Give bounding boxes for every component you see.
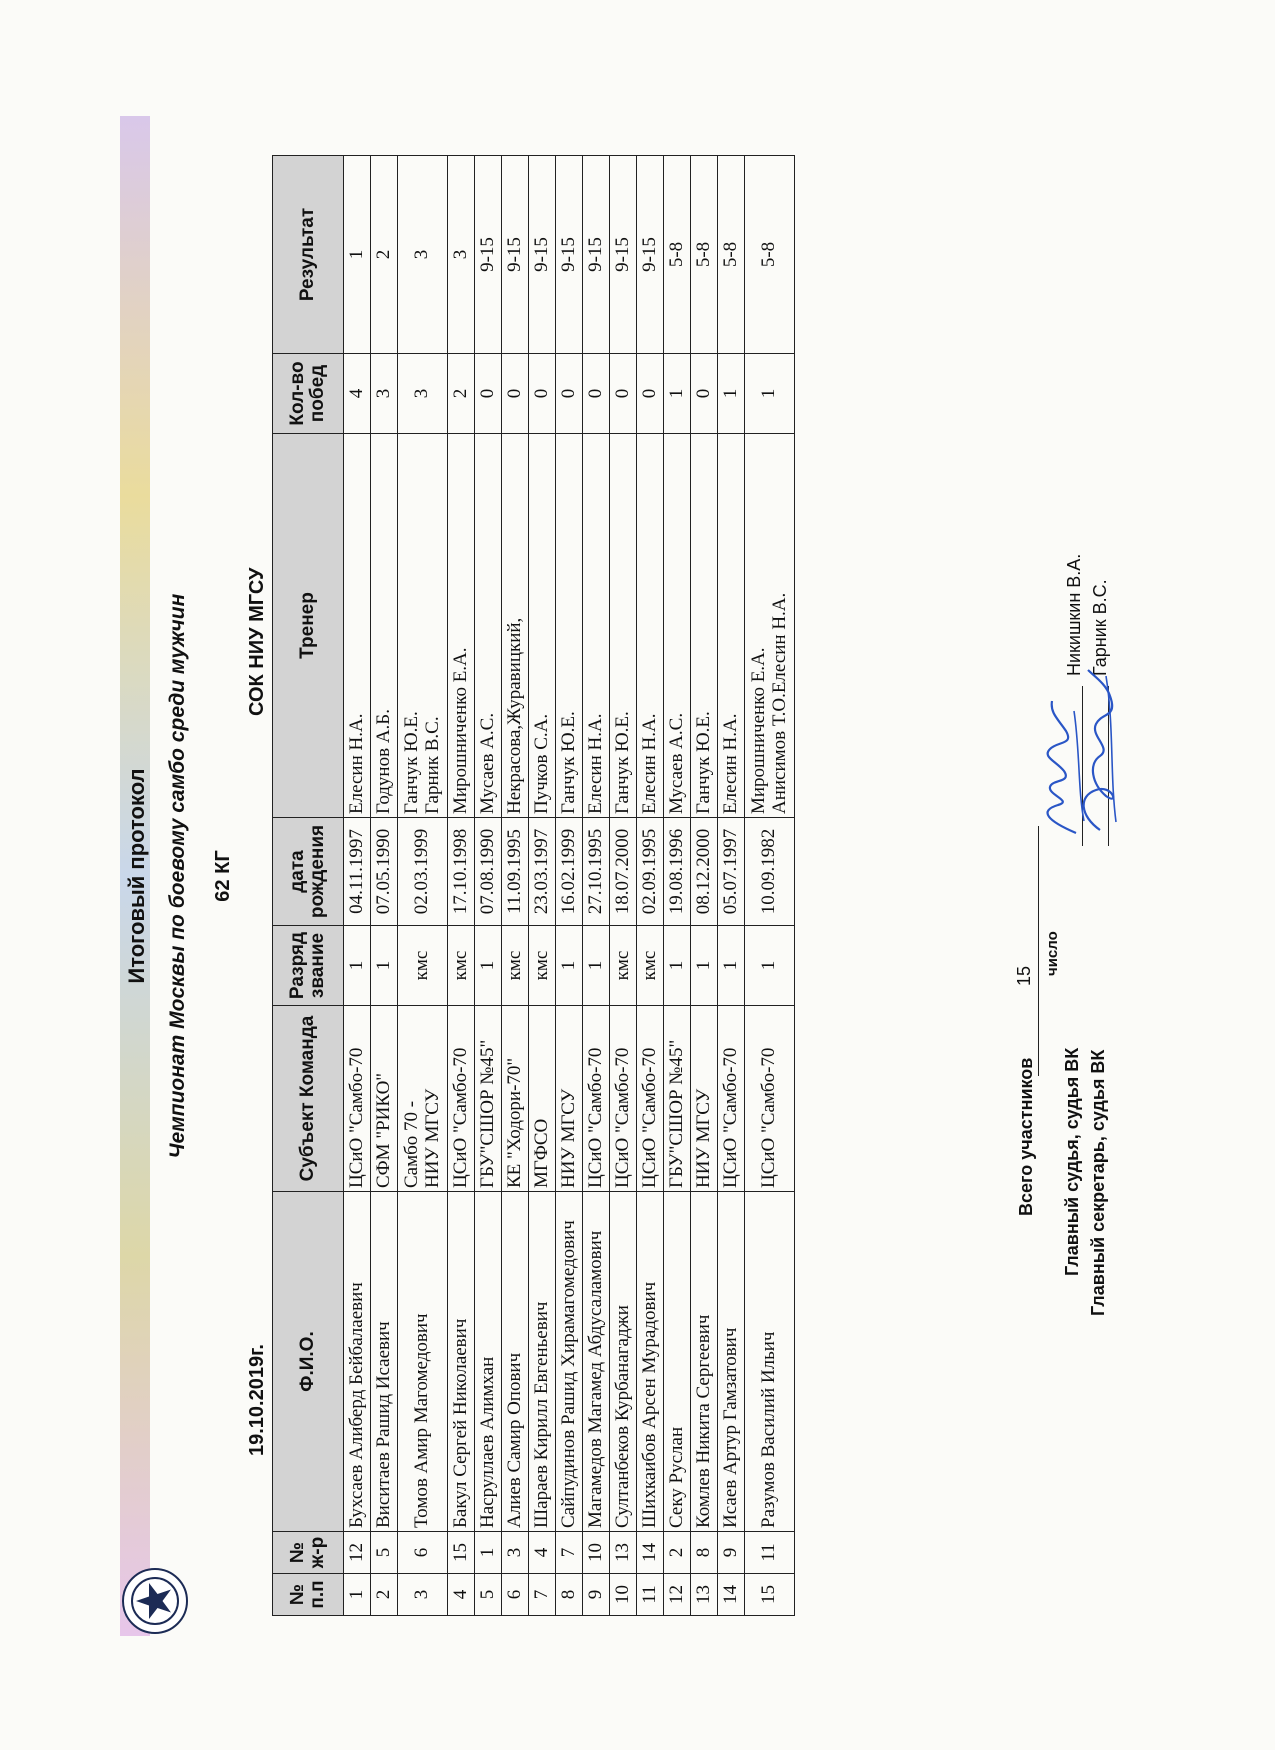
cell-name: Алиев Самир Опович [502,1192,529,1532]
cell-team: ЦСиО "Самбо-70 [344,1006,371,1192]
cell-pp: 10 [610,1574,637,1616]
cell-team: ЦСиО "Самбо-70 [583,1006,610,1192]
cell-pp: 15 [745,1574,795,1616]
cell-name: Виситаев Рашид Исаевич [371,1192,398,1532]
cell-coach: Некрасова,Журавицкий, [502,434,529,818]
cell-wins: 0 [502,354,529,434]
cell-dob: 02.03.1999 [398,818,448,926]
cell-rank: 1 [371,926,398,1006]
cell-dob: 08.12.2000 [691,818,718,926]
cell-name: Томов Амир Магомедович [398,1192,448,1532]
cell-coach: Мирошниченко Е.А. Анисимов Т.О.Елесин Н.А. [745,434,795,818]
cell-pp: 14 [718,1574,745,1616]
cell-jr: 11 [745,1532,795,1574]
col-header-coach: Тренер [273,434,344,818]
cell-dob: 05.07.1997 [718,818,745,926]
cell-team: СФМ "РИКО" [371,1006,398,1192]
cell-wins: 3 [398,354,448,434]
cell-dob: 04.11.1997 [344,818,371,926]
cell-jr: 13 [610,1532,637,1574]
cell-jr: 14 [637,1532,664,1574]
cell-wins: 2 [448,354,475,434]
cell-team: ЦСиО "Самбо-70 [448,1006,475,1192]
cell-pp: 5 [475,1574,502,1616]
cell-jr: 8 [691,1532,718,1574]
cell-coach: Мусаев А.С. [475,434,502,818]
results-table [272,155,795,1616]
cell-team: ЦСиО "Самбо-70 [637,1006,664,1192]
table-header-row [273,156,344,1616]
cell-result: 5-8 [691,156,718,354]
cell-wins: 3 [371,354,398,434]
cell-name: Бухсаев Алиберд Бейбалаевич [344,1192,371,1532]
col-header-result: Результат [273,156,344,354]
cell-name: Сайпудинов Рашид Хирамагомедович [556,1192,583,1532]
cell-rank: 1 [556,926,583,1006]
total-participants-value: 15 [1014,965,1034,986]
cell-result: 9-15 [637,156,664,354]
col-header-dob: дата рождения [273,818,344,926]
cell-team: НИУ МГСУ [691,1006,718,1192]
cell-rank: кмс [502,926,529,1006]
championship-subtitle: Чемпионат Москвы по боевому самбо среди мужчин [166,593,189,1159]
cell-coach: Мирошниченко Е.А. [448,434,475,818]
cell-rank: 1 [718,926,745,1006]
cell-wins: 0 [556,354,583,434]
cell-rank: 1 [664,926,691,1006]
cell-team: ЦСиО "Самбо-70 [745,1006,795,1192]
cell-name: Комлев Никита Сергеевич [691,1192,718,1532]
secretary-signature [1070,666,1130,836]
cell-result: 9-15 [475,156,502,354]
cell-jr: 12 [344,1532,371,1574]
cell-team: ЦСиО "Самбо-70 [610,1006,637,1192]
cell-dob: 10.09.1982 [745,818,795,926]
cell-rank: 1 [691,926,718,1006]
cell-jr: 4 [529,1532,556,1574]
cell-result: 5-8 [718,156,745,354]
count-caption: число [1044,931,1061,976]
cell-name: Секу Руслан [664,1192,691,1532]
cell-jr: 9 [718,1532,745,1574]
cell-dob: 17.10.1998 [448,818,475,926]
cell-result: 5-8 [664,156,691,354]
cell-name: Магамедов Магамед Абдусаламович [583,1192,610,1532]
cell-dob: 19.08.1996 [664,818,691,926]
cell-dob: 07.05.1990 [371,818,398,926]
cell-coach: Мусаев А.С. [664,434,691,818]
cell-pp: 8 [556,1574,583,1616]
cell-result: 3 [448,156,475,354]
cell-rank: 1 [475,926,502,1006]
cell-jr: 2 [664,1532,691,1574]
table-row [664,156,691,1616]
event-date: 19.10.2019г. [246,1344,268,1456]
table-row [475,156,502,1616]
cell-rank: кмс [448,926,475,1006]
cell-coach: Елесин Н.А. [344,434,371,818]
col-header-pp: № п.п [273,1574,344,1616]
cell-name: Бакул Сергей Николаевич [448,1192,475,1532]
cell-team: КЕ "Ходори-70" [502,1006,529,1192]
cell-wins: 4 [344,354,371,434]
table-row [745,156,795,1616]
cell-jr: 15 [448,1532,475,1574]
cell-wins: 1 [718,354,745,434]
cell-team: ЦСиО "Самбо-70 [718,1006,745,1192]
cell-pp: 4 [448,1574,475,1616]
cell-coach: Елесин Н.А. [583,434,610,818]
cell-coach: Ганчук Ю.Е. Гарник В.С. [398,434,448,818]
cell-pp: 1 [344,1574,371,1616]
cell-coach: Елесин Н.А. [637,434,664,818]
cell-result: 9-15 [502,156,529,354]
cell-result: 9-15 [556,156,583,354]
cell-rank: кмс [610,926,637,1006]
table-row [448,156,475,1616]
table-row [691,156,718,1616]
cell-coach: Ганчук Ю.Е. [556,434,583,818]
table-row [502,156,529,1616]
results-body [344,156,795,1616]
total-participants-label: Всего участников [1016,1057,1036,1216]
cell-wins: 0 [475,354,502,434]
cell-name: Шихкаибов Арсен Мурадович [637,1192,664,1532]
cell-team: ГБУ"СШОР №45" [475,1006,502,1192]
cell-name: Султанбеков Курбанагаджи [610,1192,637,1532]
cell-jr: 5 [371,1532,398,1574]
table-row [398,156,448,1616]
cell-result: 9-15 [583,156,610,354]
table-row [718,156,745,1616]
table-row [583,156,610,1616]
cell-result: 9-15 [610,156,637,354]
cell-pp: 7 [529,1574,556,1616]
cell-wins: 0 [610,354,637,434]
cell-name: Насруллаев Алимхан [475,1192,502,1532]
cell-dob: 23.03.1997 [529,818,556,926]
cell-dob: 07.08.1990 [475,818,502,926]
cell-result: 1 [344,156,371,354]
event-venue: СОК НИУ МГСУ [246,567,268,716]
cell-jr: 6 [398,1532,448,1574]
cell-wins: 1 [745,354,795,434]
chief-secretary-label: Главный секретарь, судья ВК [1088,1049,1108,1316]
table-row [610,156,637,1616]
weight-class: 62 КГ [212,850,234,902]
cell-wins: 0 [637,354,664,434]
cell-result: 3 [398,156,448,354]
cell-coach: Ганчук Ю.Е. [610,434,637,818]
cell-pp: 12 [664,1574,691,1616]
cell-dob: 16.02.1999 [556,818,583,926]
cell-coach: Годунов А.Б. [371,434,398,818]
cell-coach: Ганчук Ю.Е. [691,434,718,818]
cell-jr: 3 [502,1532,529,1574]
protocol-footer [1010,116,1120,1636]
cell-name: Шараев Кирилл Евгеньевич [529,1192,556,1532]
cell-team: ГБУ"СШОР №45" [664,1006,691,1192]
cell-team: НИУ МГСУ [556,1006,583,1192]
chief-judge-label: Главный судья, судья ВК [1062,1047,1082,1276]
cell-result: 2 [371,156,398,354]
cell-pp: 2 [371,1574,398,1616]
col-header-name: Ф.И.О. [273,1192,344,1532]
total-underline [1038,826,1039,1076]
cell-pp: 6 [502,1574,529,1616]
protocol-document [120,116,1120,1636]
chief-secretary-name: Гарник В.С. [1090,579,1110,676]
table-row [371,156,398,1616]
cell-rank: кмс [637,926,664,1006]
cell-result: 9-15 [529,156,556,354]
col-header-rank: Разряд звание [273,926,344,1006]
cell-rank: кмс [529,926,556,1006]
cell-name: Исаев Артур Гамзатович [718,1192,745,1532]
cell-wins: 0 [691,354,718,434]
cell-wins: 1 [664,354,691,434]
col-header-jr: № ж-р [273,1532,344,1574]
cell-dob: 18.07.2000 [610,818,637,926]
cell-pp: 11 [637,1574,664,1616]
cell-team: МГФСО [529,1006,556,1192]
cell-jr: 1 [475,1532,502,1574]
cell-coach: Елесин Н.А. [718,434,745,818]
cell-wins: 0 [529,354,556,434]
document-title: Итоговый протокол [124,768,149,984]
cell-rank: 1 [583,926,610,1006]
table-row [556,156,583,1616]
cell-rank: 1 [745,926,795,1006]
cell-rank: кмс [398,926,448,1006]
cell-team: Самбо 70 - НИУ МГСУ [398,1006,448,1192]
cell-result: 5-8 [745,156,795,354]
cell-pp: 13 [691,1574,718,1616]
cell-pp: 9 [583,1574,610,1616]
cell-dob: 27.10.1995 [583,818,610,926]
cell-jr: 10 [583,1532,610,1574]
cell-name: Разумов Василий Ильич [745,1192,795,1532]
cell-coach: Пучков С.А. [529,434,556,818]
table-row [637,156,664,1616]
cell-pp: 3 [398,1574,448,1616]
cell-rank: 1 [344,926,371,1006]
table-row [529,156,556,1616]
cell-dob: 02.09.1995 [637,818,664,926]
chief-judge-name: Никишкин В.А. [1064,553,1084,676]
table-row [344,156,371,1616]
cell-dob: 11.09.1995 [502,818,529,926]
col-header-team: Субъект Команда [273,1006,344,1192]
cell-jr: 7 [556,1532,583,1574]
cell-wins: 0 [583,354,610,434]
col-header-wins: Кол-во побед [273,354,344,434]
